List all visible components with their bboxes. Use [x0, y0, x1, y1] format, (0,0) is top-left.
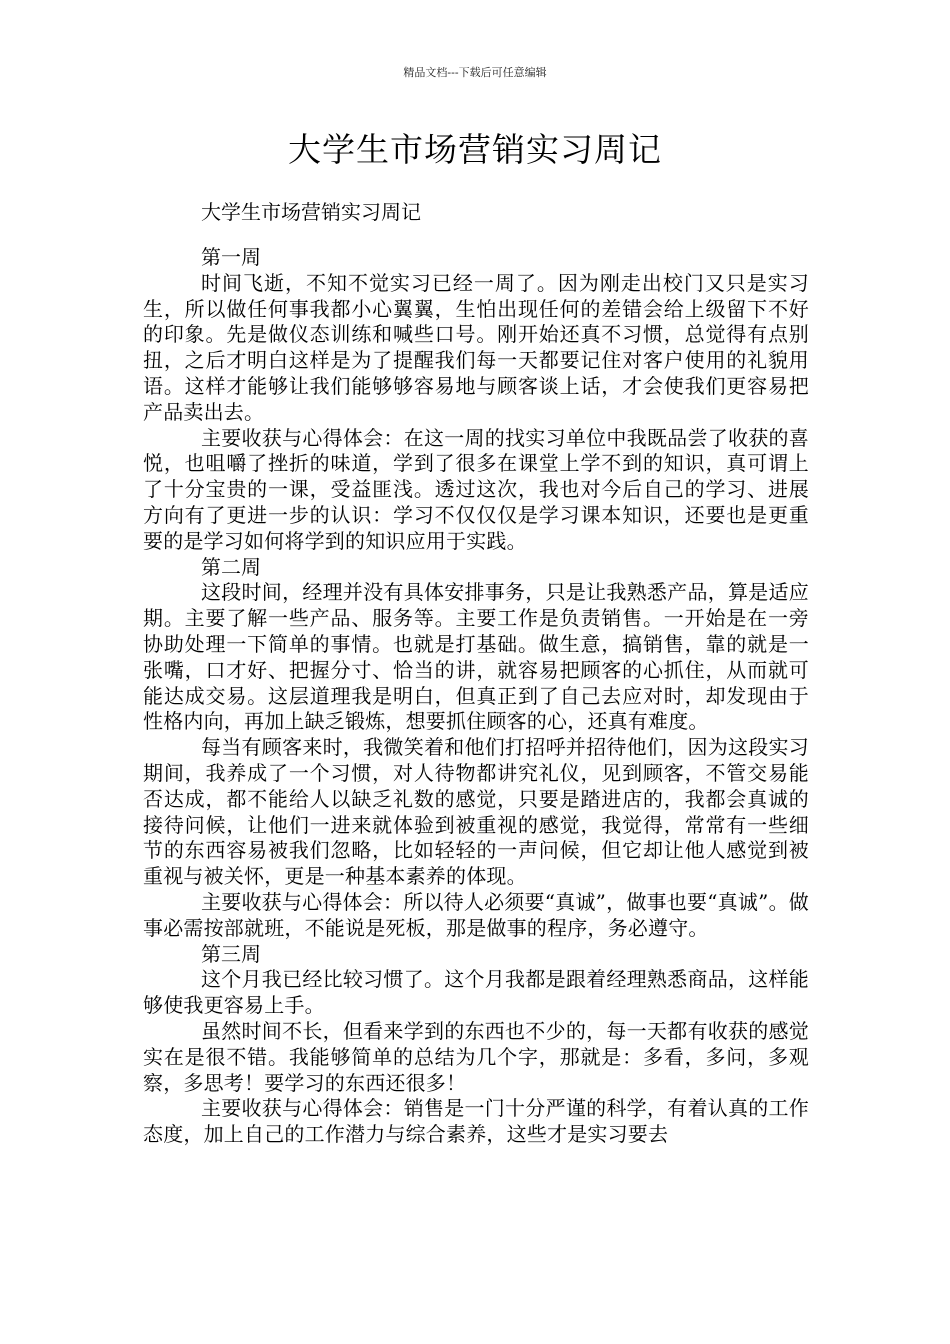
- paragraph: 主要收获与心得体会：在这一周的找实习单位中我既品尝了收获的喜悦，也咀嚼了挫折的味道，学到了很多在课堂上学不到的知识，真可谓上了十分宝贵的一课，受益匪浅。透过这次，我也对今后自己的学习、进展方向有了更进一步的认识：学习不仅仅仅是学习课本知识，还要也是更重要的是学习如何将学到的知识应用于实践。: [143, 425, 809, 553]
- header-note: 精品文档---下载后可任意编辑: [403, 66, 547, 79]
- paragraph: 这段时间，经理并没有具体安排事务，只是让我熟悉产品，算是适应期。主要了解一些产品、服务等。主要工作是负责销售。一开始是在一旁协助处理一下简单的事情。也就是打基础。做生意，搞销售，靠的就是一张嘴，口才好、把握分寸、恰当的讲，就容易把顾客的心抓住，从而就可能达成交易。这层道理我是明白，但真正到了自己去应对时，却发现由于性格内向，再加上缺乏锻炼，想要抓住顾客的心，还真有难度。: [143, 580, 809, 734]
- paragraph: 这个月我已经比较习惯了。这个月我都是跟着经理熟悉商品，这样能够使我更容易上手。: [143, 967, 809, 1018]
- paragraph: 主要收获与心得体会：销售是一门十分严谨的科学，有着认真的工作态度，加上自己的工作潜力与综合素养，这些才是实习要去: [143, 1096, 809, 1147]
- document-body: [143, 245, 809, 1148]
- paragraph: 虽然时间不长，但看来学到的东西也不少的，每一天都有收获的感觉实在是很不错。我能够简单的总结为几个字，那就是：多看，多问，多观察，多思考！要学习的东西还很多！: [143, 1018, 809, 1095]
- week-heading: 第一周: [201, 245, 261, 269]
- week-heading: 第三周: [201, 941, 261, 966]
- document-subtitle: 大学生市场营销实习周记: [201, 200, 421, 224]
- document-title: 大学生市场营销实习周记: [288, 130, 662, 169]
- paragraph: 主要收获与心得体会：所以待人必须要“真诚”，做事也要“真诚”。做事必需按部就班，不能说是死板，那是做事的程序，务必遵守。: [143, 889, 809, 940]
- week-heading: 第二周: [201, 554, 261, 579]
- paragraph: 每当有顾客来时，我微笑着和他们打招呼并招待他们，因为这段实习期间，我养成了一个习惯，对人待物都讲究礼仪，见到顾客，不管交易能否达成，都不能给人以缺乏礼数的感觉，只要是踏进店的，我都会真诚的接待问候，让他们一进来就体验到被重视的感觉，我觉得，常常有一些细节的东西容易被我们忽略，比如轻轻的一声问候，但它却让他人感觉到被重视与被关怀，更是一种基本素养的体现。: [143, 735, 809, 889]
- paragraph: 时间飞逝，不知不觉实习已经一周了。因为刚走出校门又只是实习生，所以做任何事我都小心翼翼，生怕出现任何的差错会给上级留下不好的印象。先是做仪态训练和喊些口号。刚开始还真不习惯，总觉得有点别扭，之后才明白这样是为了提醒我们每一天都要记住对客户使用的礼貌用语。这样才能够让我们能够够容易地与顾客谈上话，才会使我们更容易把产品卖出去。: [143, 270, 809, 424]
